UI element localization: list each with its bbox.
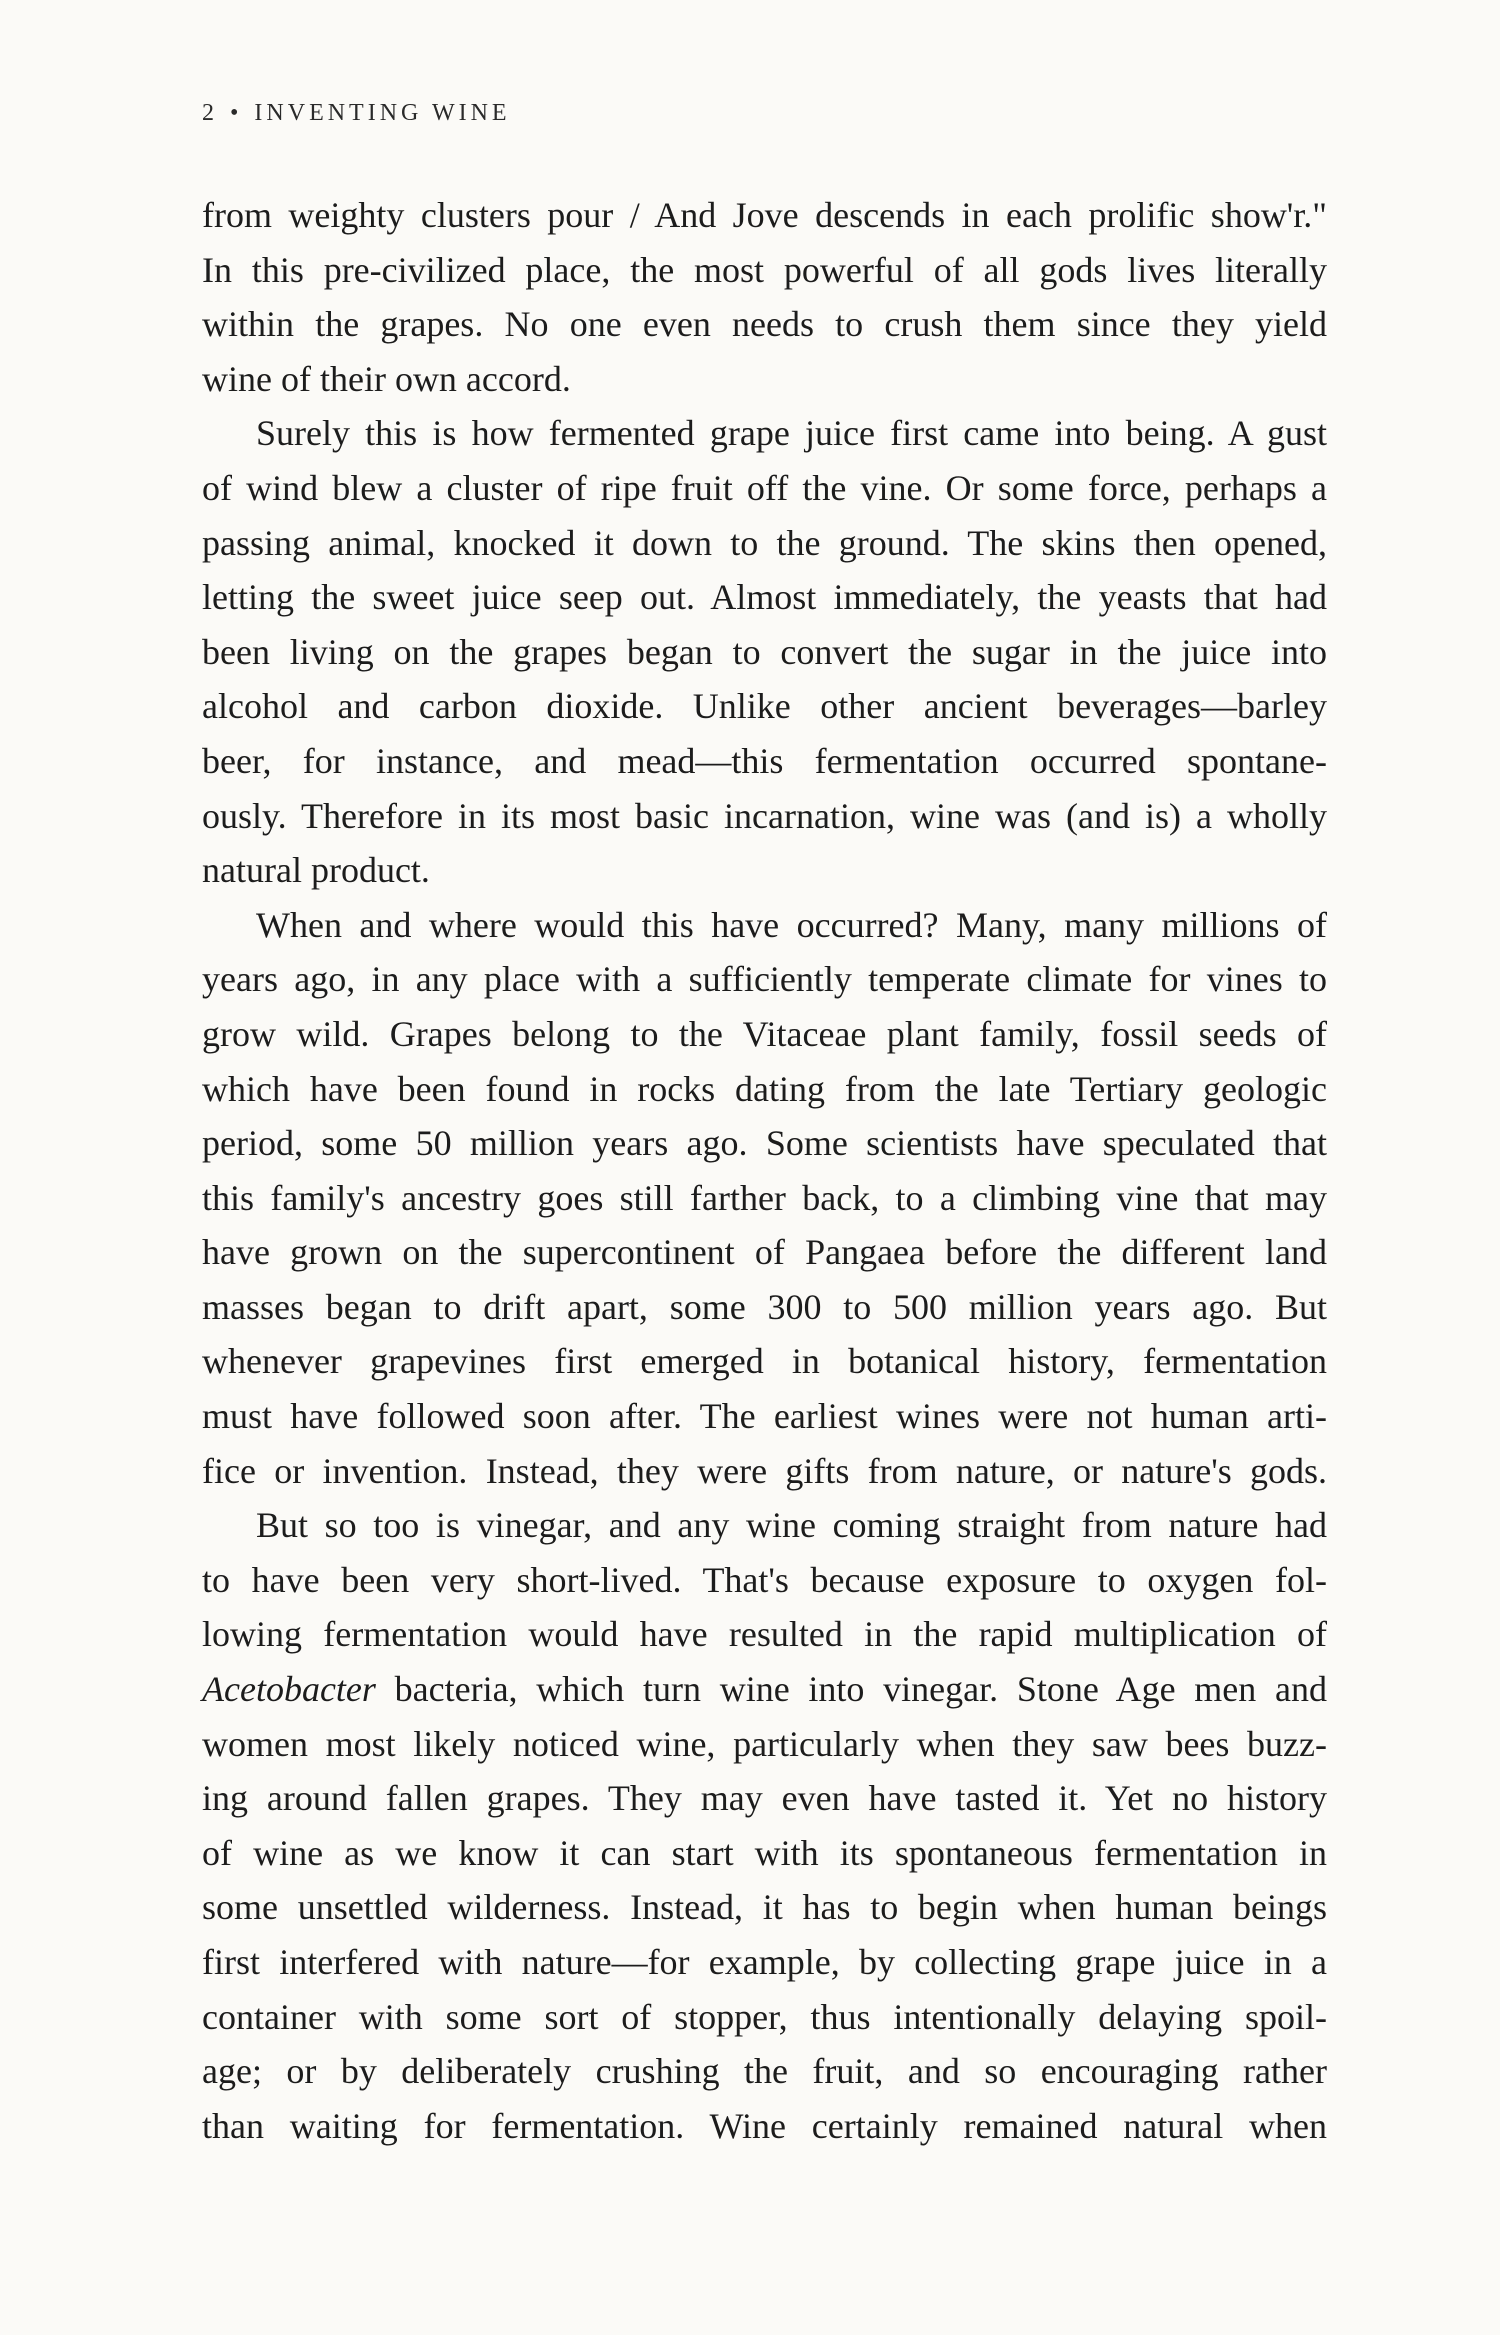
text-line: But so too is vinegar, and any wine coming straight from nature had xyxy=(256,1505,1327,1546)
text-line: age; or by deliberately crushing the fruit, and so encouraging rather xyxy=(202,2051,1327,2092)
text-line: wine of their own accord. xyxy=(202,358,571,399)
text-line: which have been found in rocks dating from the late Tertiary geologic xyxy=(202,1068,1327,1109)
text-line: container with some sort of stopper, thus intentionally delaying spoil- xyxy=(202,1996,1327,2037)
text-line: ing around fallen grapes. They may even have tasted it. Yet no history xyxy=(202,1778,1327,1819)
text-line: years ago, in any place with a sufficiently temperate climate for vines to xyxy=(202,959,1327,1000)
text-line: have grown on the supercontinent of Pangaea before the different land xyxy=(202,1232,1327,1273)
text-line: of wine as we know it can start with its spontaneous fermentation in xyxy=(202,1832,1327,1873)
text-line: letting the sweet juice seep out. Almost immediately, the yeasts that had xyxy=(202,577,1327,618)
text-line: masses began to drift apart, some 300 to 500 million years ago. But xyxy=(202,1286,1327,1327)
text-line: alcohol and carbon dioxide. Unlike other ancient beverages—barley xyxy=(202,686,1327,727)
text-line: When and where would this have occurred? Many, many millions of xyxy=(256,904,1327,945)
text-line: grow wild. Grapes belong to the Vitaceae plant family, fossil seeds of xyxy=(202,1013,1327,1054)
text-line: first interfered with nature—for example, by collecting grape juice in a xyxy=(202,1942,1327,1982)
text-line: lowing fermentation would have resulted in the rapid multiplication of xyxy=(202,1614,1327,1655)
text-line: period, some 50 million years ago. Some scientists have speculated that xyxy=(202,1123,1327,1164)
text-line-rest: bacteria, which turn wine into vinegar. Stone Age men and xyxy=(375,1669,1327,1710)
text-line: from weighty clusters pour / And Jove descends in each prolific show'r." xyxy=(202,195,1327,235)
text-line: some unsettled wilderness. Instead, it has to begin when human beings xyxy=(202,1887,1327,1928)
text-line: whenever grapevines first emerged in botanical history, fermentation xyxy=(202,1341,1327,1382)
text-line-with-italic xyxy=(202,1662,1327,1717)
text-line: to have been very short-lived. That's because exposure to oxygen fol- xyxy=(202,1559,1327,1600)
text-line: In this pre-civilized place, the most powerful of all gods lives literally xyxy=(202,249,1327,290)
text-line: Surely this is how fermented grape juice first came into being. A gust xyxy=(256,413,1327,454)
text-line: fice or invention. Instead, they were gifts from nature, or nature's gods. xyxy=(202,1450,1327,1491)
italic-term: Acetobacter xyxy=(202,1669,376,1710)
text-line: beer, for instance, and mead—this fermentation occurred spontane- xyxy=(202,740,1327,781)
text-line: must have followed soon after. The earliest wines were not human arti- xyxy=(202,1396,1327,1437)
page-number: 2 xyxy=(202,100,218,126)
text-line: this family's ancestry goes still farther back, to a climbing vine that may xyxy=(202,1177,1327,1218)
text-line: been living on the grapes began to convert the sugar in the juice into xyxy=(202,631,1327,672)
book-title: INVENTING WINE xyxy=(254,100,511,126)
text-line: women most likely noticed wine, particularly when they saw bees buzz- xyxy=(202,1723,1327,1764)
text-line: natural product. xyxy=(202,850,430,891)
header-separator: • xyxy=(230,100,243,126)
text-line: within the grapes. No one even needs to crush them since they yield xyxy=(202,304,1327,345)
running-header xyxy=(202,100,511,127)
text-line: than waiting for fermentation. Wine certainly remained natural when xyxy=(202,2105,1327,2146)
text-line: of wind blew a cluster of ripe fruit off the vine. Or some force, perhaps a xyxy=(202,467,1327,508)
text-line: passing animal, knocked it down to the ground. The skins then opened, xyxy=(202,522,1327,563)
body-text xyxy=(202,188,1327,2153)
text-line: ously. Therefore in its most basic incarnation, wine was (and is) a wholly xyxy=(202,795,1327,836)
